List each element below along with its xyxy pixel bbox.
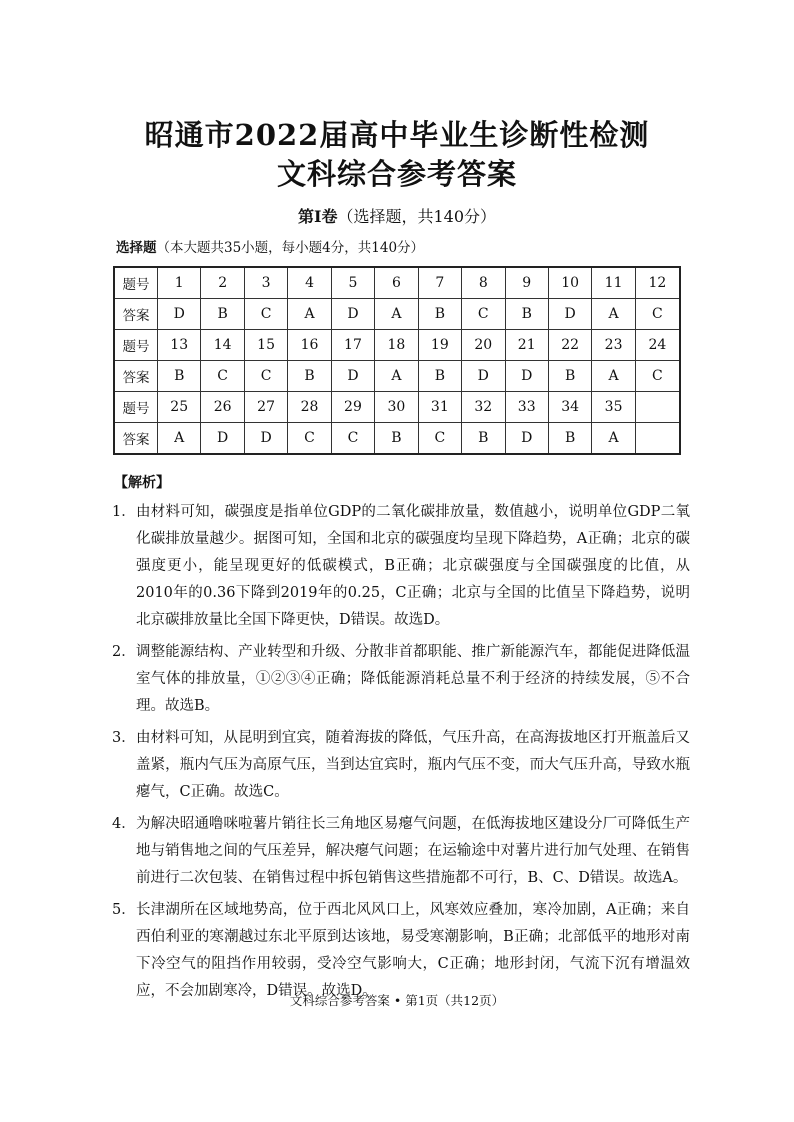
question-number-cell: 24 — [635, 330, 680, 361]
table-row — [114, 330, 680, 361]
answer-label: 答案 — [114, 361, 158, 392]
page-title: 昭通市2022届高中毕业生诊断性检测 — [144, 118, 650, 152]
answer-cell: C — [462, 299, 505, 330]
question-number-cell: 18 — [375, 330, 418, 361]
answer-cell: A — [288, 299, 331, 330]
analysis-item-number: 4． — [112, 816, 136, 832]
answer-cell: D — [331, 361, 374, 392]
analysis-item-number: 3． — [112, 730, 136, 746]
answer-cell: B — [158, 361, 201, 392]
answer-cell: D — [244, 423, 287, 455]
question-number-cell: 32 — [462, 392, 505, 423]
answer-cell: D — [158, 299, 201, 330]
question-number-cell: 30 — [375, 392, 418, 423]
question-number-cell: 19 — [418, 330, 461, 361]
answer-cell: D — [331, 299, 374, 330]
question-number-cell: 5 — [331, 267, 374, 299]
question-number-cell: 1 — [158, 267, 201, 299]
page-subtitle: 文科综合参考答案 — [276, 157, 517, 191]
question-number-cell: 26 — [201, 392, 244, 423]
analysis-item-text: 由材料可知，从昆明到宜宾，随着海拔的降低，气压升高，在高海拔地区打开瓶盖后又盖紧，瓶内气压为高原气压，当到达宜宾时，瓶内气压不变，而大气压升高，导致水瓶瘪气，C正确。故选C。 — [136, 730, 690, 800]
analysis-item-text: 调整能源结构、产业转型和升级、分散非首都职能、推广新能源汽车，都能促进降低温室气体的排放量，①②③④正确；降低能源消耗总量不利于经济的持续发展，⑤不合理。故选B。 — [136, 644, 690, 714]
question-number-cell: 31 — [418, 392, 461, 423]
answer-cell: B — [201, 299, 244, 330]
question-number-cell — [635, 392, 680, 423]
answer-table — [113, 266, 681, 455]
answer-cell: B — [418, 299, 461, 330]
answer-cell: B — [462, 423, 505, 455]
analysis-list — [112, 499, 690, 1010]
question-number-cell: 25 — [158, 392, 201, 423]
answer-cell: B — [288, 361, 331, 392]
question-number-cell: 16 — [288, 330, 331, 361]
question-number-cell: 22 — [548, 330, 591, 361]
question-number-cell: 20 — [462, 330, 505, 361]
answer-label: 答案 — [114, 423, 158, 455]
question-number-cell: 23 — [592, 330, 635, 361]
answer-cell: D — [201, 423, 244, 455]
answer-cell: D — [548, 299, 591, 330]
question-number-cell: 33 — [505, 392, 548, 423]
answer-cell: B — [548, 361, 591, 392]
question-number-cell: 35 — [592, 392, 635, 423]
note-bold: 选择题 — [116, 240, 157, 256]
question-number-cell: 17 — [331, 330, 374, 361]
answer-cell: C — [635, 299, 680, 330]
answer-cell — [635, 423, 680, 455]
page-footer: 文科综合参考答案 • 第1页（共12页） — [289, 993, 505, 1008]
analysis-item-number: 2． — [112, 644, 136, 660]
analysis-item-text: 为解决昭通噜咪啦薯片销往长三角地区易瘪气问题，在低海拔地区建设分厂可降低生产地与销售地之间的气压差异，解决瘪气问题；在运输途中对薯片进行加气处理、在销售前进行二次包装、在销售过程中拆包销售这些措施都不可行，B、C、D错误。故选A。 — [136, 816, 690, 886]
analysis-item-number: 1． — [112, 504, 136, 520]
question-number-cell: 14 — [201, 330, 244, 361]
analysis-item-text: 长津湖所在区域地势高，位于西北风风口上，风寒效应叠加，寒冷加剧，A正确；来自西伯利亚的寒潮越过东北平原到达该地，易受寒潮影响，B正确；北部低平的地形对南下冷空气的阻挡作用较弱，受冷空气影响大，C正确；地形封闭，气流下沉有增温效应，不会加剧寒冷，D错误。故选D。 — [136, 902, 690, 999]
question-number-cell: 4 — [288, 267, 331, 299]
answer-cell: B — [505, 299, 548, 330]
answer-cell: D — [505, 361, 548, 392]
answer-cell: A — [592, 361, 635, 392]
question-number-cell: 9 — [505, 267, 548, 299]
multiple-choice-note — [116, 236, 424, 256]
question-number-cell: 10 — [548, 267, 591, 299]
answer-cell: C — [288, 423, 331, 455]
answer-cell: C — [244, 361, 287, 392]
question-number-cell: 29 — [331, 392, 374, 423]
answer-cell: C — [418, 423, 461, 455]
question-number-cell: 8 — [462, 267, 505, 299]
table-row — [114, 423, 680, 455]
analysis-item — [112, 639, 690, 720]
answer-cell: A — [592, 299, 635, 330]
question-number-cell: 11 — [592, 267, 635, 299]
question-number-label: 题号 — [114, 267, 158, 299]
question-number-cell: 6 — [375, 267, 418, 299]
answer-cell: B — [548, 423, 591, 455]
question-number-cell: 28 — [288, 392, 331, 423]
answer-cell: D — [505, 423, 548, 455]
question-number-cell: 27 — [244, 392, 287, 423]
question-number-label: 题号 — [114, 330, 158, 361]
answer-cell: B — [375, 423, 418, 455]
question-number-cell: 12 — [635, 267, 680, 299]
question-number-cell: 15 — [244, 330, 287, 361]
section-title-rest: （选择题，共140分） — [337, 207, 497, 226]
answer-cell: A — [592, 423, 635, 455]
analysis-item — [112, 811, 690, 892]
table-row — [114, 392, 680, 423]
section-title-bold: 第Ⅰ卷 — [297, 207, 338, 226]
question-number-cell: 3 — [244, 267, 287, 299]
answer-cell: C — [201, 361, 244, 392]
table-row — [114, 299, 680, 330]
answer-cell: C — [244, 299, 287, 330]
table-row — [114, 361, 680, 392]
question-number-cell: 21 — [505, 330, 548, 361]
question-number-cell: 7 — [418, 267, 461, 299]
answer-label: 答案 — [114, 299, 158, 330]
analysis-item — [112, 897, 690, 1005]
answer-cell: C — [331, 423, 374, 455]
answer-cell: A — [158, 423, 201, 455]
analysis-item-number: 5． — [112, 902, 136, 918]
section-title — [0, 204, 794, 227]
question-number-label: 题号 — [114, 392, 158, 423]
question-number-cell: 13 — [158, 330, 201, 361]
answer-cell: A — [375, 361, 418, 392]
analysis-item — [112, 499, 690, 634]
question-number-cell: 34 — [548, 392, 591, 423]
analysis-item — [112, 725, 690, 806]
answer-cell: A — [375, 299, 418, 330]
answer-cell: D — [462, 361, 505, 392]
answer-cell: C — [635, 361, 680, 392]
question-number-cell: 2 — [201, 267, 244, 299]
answer-cell: B — [418, 361, 461, 392]
analysis-heading: 【解析】 — [114, 475, 170, 491]
table-row — [114, 267, 680, 299]
analysis-item-text: 由材料可知，碳强度是指单位GDP的二氧化碳排放量，数值越小，说明单位GDP二氧化碳排放量越少。据图可知，全国和北京的碳强度均呈现下降趋势，A正确；北京的碳强度更小，能呈现更好的低碳模式，B正确；北京碳强度与全国碳强度的比值，从2010年的0.36下降到2019年的0.25，C正确；北京与全国的比值呈下降趋势，说明北京碳排放量比全国下降更快，D错误。故选D。 — [136, 504, 690, 628]
note-rest: （本大题共35小题，每小题4分，共140分） — [156, 240, 425, 256]
